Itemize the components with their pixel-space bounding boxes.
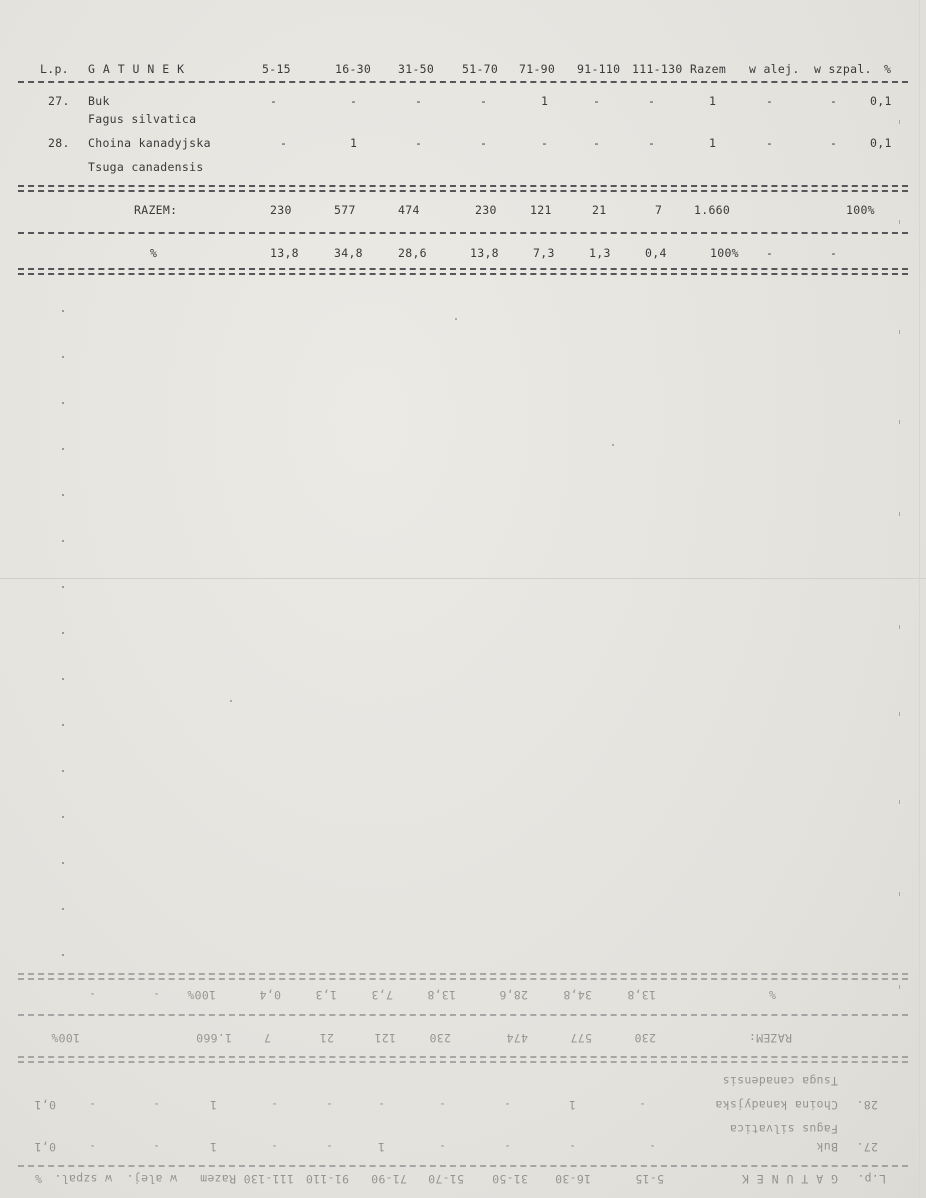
row-28-c4: - [438, 1098, 446, 1112]
row-28-percent: 0,1 [870, 136, 892, 150]
rule [18, 1014, 908, 1016]
totals-c3: 474 [398, 203, 420, 217]
totals-c6: 21 [592, 203, 607, 217]
margin-tick [62, 586, 64, 588]
row-27-latin: Fagus silvatica [729, 1122, 838, 1136]
totals-c5: 121 [530, 203, 552, 217]
double-rule [18, 973, 908, 980]
percent-row-c5: 7,3 [371, 988, 393, 1002]
percent-row-c4: 13,8 [427, 988, 456, 1002]
row-28-latin: Tsuga canadensis [88, 160, 204, 174]
row-27-c5: 1 [377, 1140, 385, 1154]
totals-percent: 100% [51, 1031, 80, 1045]
row-27-name: Buk [816, 1140, 838, 1154]
row-27-c7: - [648, 94, 656, 108]
paper-speck [612, 444, 614, 446]
margin-tick [62, 494, 64, 496]
margin-tick [62, 954, 64, 956]
totals-c2: 577 [334, 203, 356, 217]
row-28-c3: - [415, 136, 423, 150]
header-lp: L.p. [40, 62, 69, 76]
double-rule [18, 1056, 908, 1063]
row-27-c3: - [415, 94, 423, 108]
margin-tick [899, 712, 900, 716]
percent-row-label: % [768, 988, 776, 1002]
percent-row-c5: 7,3 [533, 246, 555, 260]
totals-c1: 230 [270, 203, 292, 217]
row-28-c2: 1 [568, 1098, 576, 1112]
row-28-latin: Tsuga canadensis [722, 1074, 838, 1088]
paper-speck [455, 318, 457, 320]
margin-tick [62, 540, 64, 542]
percent-row-label: % [150, 246, 158, 260]
totals-c4: 230 [429, 1031, 451, 1045]
header-rule [18, 81, 908, 83]
header-col-111-130: 111-130 [243, 1172, 294, 1186]
margin-tick [62, 356, 64, 358]
header-percent: % [34, 1172, 42, 1186]
row-28-c2: 1 [350, 136, 358, 150]
row-27-c2: - [568, 1140, 576, 1154]
paper-fold [0, 578, 926, 579]
header-col-5-15: 5-15 [635, 1172, 664, 1186]
row-27-name: Buk [88, 94, 110, 108]
percent-row-c1: 13,8 [270, 246, 299, 260]
row-28-percent: 0,1 [34, 1098, 56, 1112]
totals-percent: 100% [846, 203, 875, 217]
totals-razem: 1.660 [694, 203, 731, 217]
totals-c4: 230 [475, 203, 497, 217]
percent-row-c1: 13,8 [627, 988, 656, 1002]
header-col-31-50: 31-50 [398, 62, 435, 76]
row-27-lp: 27. [856, 1140, 878, 1154]
totals-c2: 577 [570, 1031, 592, 1045]
row-27-c7: - [270, 1140, 278, 1154]
header-col-71-90: 71-90 [519, 62, 556, 76]
row-27-c4: - [480, 94, 488, 108]
percent-row-c2: 34,8 [563, 988, 592, 1002]
margin-tick [62, 310, 64, 312]
row-28-c6: - [325, 1098, 333, 1112]
row-28-w-alej: - [152, 1098, 160, 1112]
totals-label: RAZEM: [134, 203, 178, 217]
margin-tick [899, 330, 900, 334]
margin-tick [899, 985, 900, 989]
row-27-percent: 0,1 [870, 94, 892, 108]
row-28-w-szpal: - [830, 136, 838, 150]
row-28-name: Choina kanadyjska [715, 1098, 838, 1112]
row-28-c7: - [270, 1098, 278, 1112]
row-27-percent: 0,1 [34, 1140, 56, 1154]
percent-row-w-szpal: - [830, 246, 838, 260]
row-28-c4: - [480, 136, 488, 150]
header-col-111-130: 111-130 [632, 62, 683, 76]
row-28-name: Choina kanadyjska [88, 136, 211, 150]
percent-row-c7: 0,4 [259, 988, 281, 1002]
totals-c3: 474 [506, 1031, 528, 1045]
margin-tick [62, 908, 64, 910]
row-28-lp: 28. [856, 1098, 878, 1112]
row-27-w-szpal: - [88, 1140, 96, 1154]
header-col-51-70: 51-70 [462, 62, 499, 76]
row-28-c5: - [541, 136, 549, 150]
row-27-razem: 1 [209, 1140, 217, 1154]
row-27-c6: - [325, 1140, 333, 1154]
margin-tick [899, 800, 900, 804]
row-27-c1: - [648, 1140, 656, 1154]
header-col-91-110: 91-110 [305, 1172, 349, 1186]
row-28-c1: - [638, 1098, 646, 1112]
row-28-c3: - [503, 1098, 511, 1112]
row-28-c1: - [280, 136, 288, 150]
totals-double-rule [18, 185, 908, 192]
percent-row-c4: 13,8 [470, 246, 499, 260]
header-col-91-110: 91-110 [577, 62, 621, 76]
margin-tick [62, 632, 64, 634]
header-lp: L.p. [857, 1172, 886, 1186]
row-28-c5: - [377, 1098, 385, 1112]
percent-row-razem: 100% [710, 246, 739, 260]
percent-row-w-alej: - [152, 988, 160, 1002]
margin-tick [62, 724, 64, 726]
row-28-w-szpal: - [88, 1098, 96, 1112]
margin-tick [62, 816, 64, 818]
row-28-c6: - [593, 136, 601, 150]
header-col-31-50: 31-50 [491, 1172, 528, 1186]
percent-row-c6: 1,3 [589, 246, 611, 260]
header-col-5-15: 5-15 [262, 62, 291, 76]
header-w-alej: w alej. [749, 62, 800, 76]
totals-razem: 1.660 [195, 1031, 232, 1045]
margin-tick [899, 120, 900, 124]
typed-table [0, 50, 926, 340]
margin-tick [899, 220, 900, 224]
row-27-latin: Fagus silvatica [88, 112, 197, 126]
header-razem: Razem [690, 62, 727, 76]
percent-row-c3: 28,6 [398, 246, 427, 260]
percent-row-razem: 100% [187, 988, 216, 1002]
margin-tick [899, 625, 900, 629]
row-27-c5: 1 [541, 94, 549, 108]
percent-row-w-alej: - [766, 246, 774, 260]
margin-tick [62, 770, 64, 772]
header-gatunek: G A T U N E K [88, 62, 185, 76]
header-gatunek: G A T U N E K [741, 1172, 838, 1186]
margin-tick [899, 420, 900, 424]
header-percent: % [884, 62, 892, 76]
row-27-c4: - [438, 1140, 446, 1154]
row-28-lp: 28. [48, 136, 70, 150]
header-col-16-30: 16-30 [554, 1172, 591, 1186]
margin-tick [62, 402, 64, 404]
percent-rule [18, 232, 908, 234]
row-27-c3: - [503, 1140, 511, 1154]
bottom-double-rule [18, 268, 908, 275]
row-28-razem: 1 [209, 1098, 217, 1112]
row-27-w-alej: - [766, 94, 774, 108]
paper-speck [230, 700, 232, 702]
percent-row-c3: 28,6 [499, 988, 528, 1002]
margin-tick [62, 678, 64, 680]
header-w-szpal: w szpal. [814, 62, 872, 76]
header-w-alej: w alej. [126, 1172, 177, 1186]
row-27-c1: - [270, 94, 278, 108]
totals-c1: 230 [634, 1031, 656, 1045]
header-col-71-90: 71-90 [370, 1172, 407, 1186]
header-w-szpal: w szpal. [54, 1172, 112, 1186]
margin-tick [899, 892, 900, 896]
margin-tick [62, 448, 64, 450]
row-27-w-alej: - [152, 1140, 160, 1154]
margin-tick [899, 512, 900, 516]
bleed-through-table [0, 908, 926, 1198]
row-28-w-alej: - [766, 136, 774, 150]
percent-row-c2: 34,8 [334, 246, 363, 260]
header-col-16-30: 16-30 [335, 62, 372, 76]
row-27-c2: - [350, 94, 358, 108]
percent-row-c6: 1,3 [315, 988, 337, 1002]
margin-tick [62, 862, 64, 864]
row-27-lp: 27. [48, 94, 70, 108]
totals-label: RAZEM: [748, 1031, 792, 1045]
totals-c5: 121 [374, 1031, 396, 1045]
percent-row-w-szpal: - [88, 988, 96, 1002]
row-27-c6: - [593, 94, 601, 108]
header-col-51-70: 51-70 [427, 1172, 464, 1186]
row-28-razem: 1 [709, 136, 717, 150]
totals-c7: 7 [263, 1031, 271, 1045]
percent-row-c7: 0,4 [645, 246, 667, 260]
totals-c6: 21 [319, 1031, 334, 1045]
rule [18, 1165, 908, 1167]
row-27-razem: 1 [709, 94, 717, 108]
totals-c7: 7 [655, 203, 663, 217]
row-28-c7: - [648, 136, 656, 150]
header-razem: Razem [199, 1172, 236, 1186]
row-27-w-szpal: - [830, 94, 838, 108]
